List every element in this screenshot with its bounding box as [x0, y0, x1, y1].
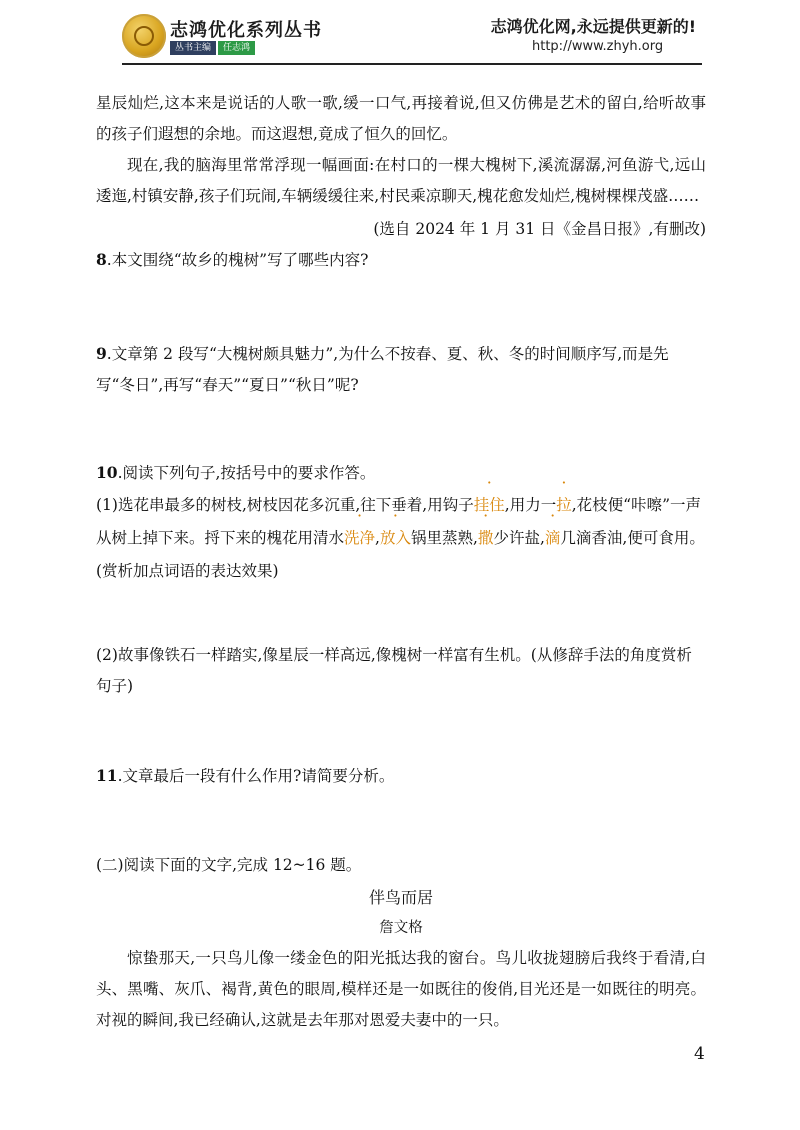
- series-logo-icon: [122, 14, 166, 58]
- question-number: 11: [96, 766, 118, 785]
- header-divider: [122, 63, 702, 65]
- emphasized-word: 放入: [379, 529, 411, 547]
- question-10-part-1: [96, 489, 706, 588]
- question-text: .文章最后一段有什么作用?请简要分析。: [117, 767, 395, 785]
- question-10: [96, 457, 706, 489]
- page-number: 4: [694, 1044, 705, 1064]
- article-author: 詹文格: [379, 920, 423, 936]
- question-8: [96, 244, 706, 276]
- sub-text: 锅里蒸熟,: [410, 529, 478, 547]
- question-text: .阅读下列句子,按括号中的要求作答。: [117, 464, 376, 482]
- sub-text: 几滴香油,便可食用。(赏析加点词语的表达效果): [96, 529, 705, 580]
- question-number: 9: [96, 344, 107, 363]
- passage-paragraph-1: 星辰灿烂,这本来是说话的人歌一歌,缓一口气,再接着说,但又仿佛是艺术的留白,给听故事的孩子们遐想的余地。而这遐想,竟成了恒久的回忆。: [96, 94, 706, 143]
- question-number: 8: [96, 250, 107, 269]
- section-2-heading: (二)阅读下面的文字,完成 12~16 题。: [96, 856, 362, 874]
- editor-label-badge: 丛书主编: [170, 41, 216, 55]
- emphasized-word: 挂住: [473, 496, 505, 514]
- question-number: 10: [96, 463, 118, 482]
- sub-text: 少许盐,: [493, 529, 545, 547]
- page-header: [0, 0, 800, 72]
- passage-paragraph-2: 现在,我的脑海里常常浮现一幅画面:在村口的一棵大槐树下,溪流潺潺,河鱼游弋,远山逶迤,村镇安静,孩子们玩闹,车辆缓缓往来,村民乘凉聊天,槐花愈发灿烂,槐树棵棵茂盛……: [96, 156, 706, 205]
- sub-text: ,花枝便“咔嚓”一声从树上掉下来。捋下来的槐花用清水: [96, 496, 701, 547]
- series-title: 志鸿优化系列丛书: [170, 20, 322, 41]
- site-url-link[interactable]: http://www.zhyh.org: [532, 39, 664, 54]
- editor-name-badge: 任志鸿: [218, 41, 255, 55]
- sub-text: ,用力一: [504, 496, 557, 514]
- emphasized-word: 滴: [544, 529, 561, 547]
- sub-text: ,: [375, 529, 380, 547]
- emphasized-word: 拉: [556, 496, 572, 514]
- passage-source: (选自 2024 年 1 月 31 日《金昌日报》,有删改): [373, 220, 706, 238]
- article-title: 伴鸟而居: [368, 888, 433, 907]
- emphasized-word: 撒: [477, 529, 494, 547]
- question-text: .文章第 2 段写“大槐树颇具魅力”,为什么不按春、夏、秋、冬的时间顺序写,而是先写“冬日”,再写“春天”“夏日”“秋日”呢?: [96, 345, 669, 394]
- question-text: .本文围绕“故乡的槐树”写了哪些内容?: [106, 251, 369, 269]
- question-9: [96, 338, 706, 401]
- question-11: [96, 760, 706, 792]
- emphasized-word: 洗净: [344, 529, 376, 547]
- page-content: [96, 88, 706, 1036]
- article-paragraph-1: 惊蛰那天,一只鸟儿像一缕金色的阳光抵达我的窗台。鸟儿收拢翅膀后我终于看清,白头、黑嘴、灰爪、褐背,黄色的眼周,模样还是一如既往的俊俏,目光还是一如既往的明亮。对视的瞬间,我已经确认,这就是去年那对恩爱夫妻中的一只。: [96, 949, 706, 1029]
- site-slogan: 志鸿优化网,永远提供更新的!: [490, 17, 696, 36]
- editor-badges: [170, 41, 255, 55]
- question-10-part-2: (2)故事像铁石一样踏实,像星辰一样高远,像槐树一样富有生机。(从修辞手法的角度赏析句子): [96, 646, 692, 695]
- sub-text: (1)选花串最多的树枝,树枝因花多沉重,往下垂着,用钩子: [96, 496, 474, 514]
